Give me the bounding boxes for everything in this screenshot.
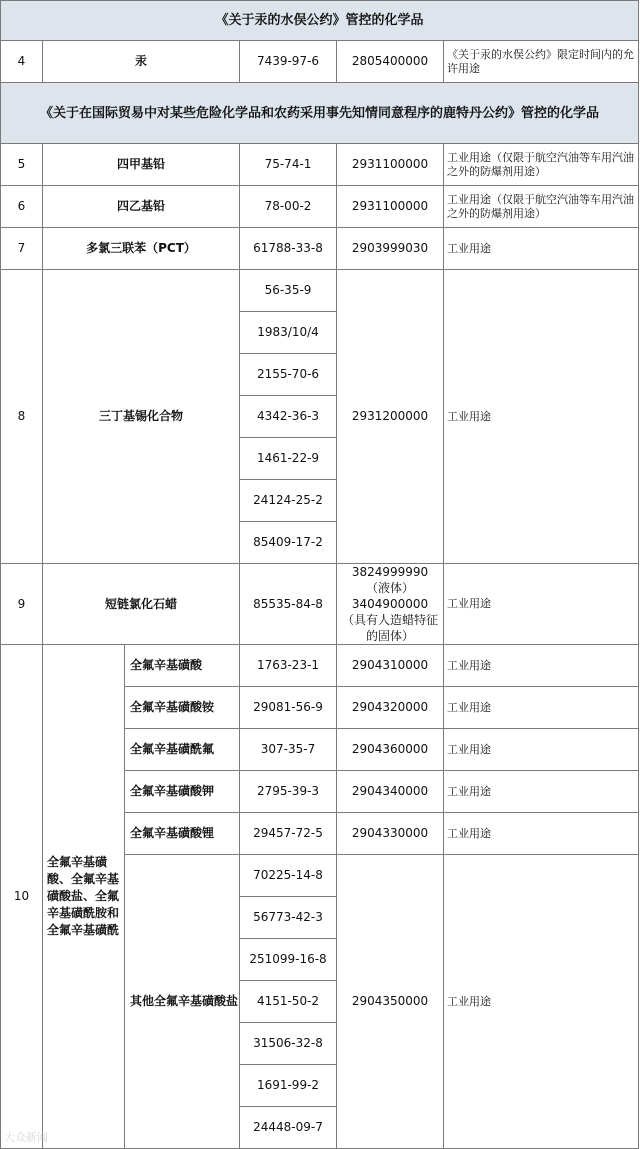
chemical-name: 全氟辛基磺酰氟 <box>125 729 240 771</box>
permitted-use: 工业用途（仅限于航空汽油等车用汽油之外的防爆剂用途） <box>444 144 639 186</box>
cas-number: 61788-33-8 <box>240 228 337 270</box>
row-number: 4 <box>1 41 43 83</box>
permitted-use: 工业用途 <box>444 855 639 1149</box>
row-number: 7 <box>1 228 43 270</box>
hs-code: 2931200000 <box>337 270 444 564</box>
table-row <box>1 144 639 186</box>
cas-number: 85535-84-8 <box>240 564 337 645</box>
hs-code: 2904310000 <box>337 645 444 687</box>
chemical-name: 四甲基铅 <box>43 144 240 186</box>
chemical-name: 四乙基铅 <box>43 186 240 228</box>
permitted-use: 《关于汞的水俣公约》限定时间内的允许用途 <box>444 41 639 83</box>
cas-number: 4342-36-3 <box>240 396 337 438</box>
cas-number: 1461-22-9 <box>240 438 337 480</box>
cas-number: 31506-32-8 <box>240 1023 337 1065</box>
permitted-use: 工业用途 <box>444 228 639 270</box>
permitted-use: 工业用途 <box>444 687 639 729</box>
watermark: 大众新闻 <box>4 1131 48 1144</box>
row-number: 9 <box>1 564 43 645</box>
table-row <box>1 228 639 270</box>
cas-number: 307-35-7 <box>240 729 337 771</box>
cas-number: 70225-14-8 <box>240 855 337 897</box>
row-number: 6 <box>1 186 43 228</box>
chemical-name: 多氯三联苯（PCT） <box>43 228 240 270</box>
chemical-name: 短链氯化石蜡 <box>43 564 240 645</box>
permitted-use: 工业用途 <box>444 771 639 813</box>
hs-code: 2904320000 <box>337 687 444 729</box>
permitted-use: 工业用途 <box>444 564 639 645</box>
chemical-group-name: 全氟辛基磺酸、全氟辛基磺酸盐、全氟辛基磺酰胺和全氟辛基磺酰 <box>43 645 125 1149</box>
cas-number: 78-00-2 <box>240 186 337 228</box>
table-row <box>1 270 639 312</box>
section-title-minamata: 《关于汞的水俣公约》管控的化学品 <box>1 1 639 41</box>
section-title-rotterdam: 《关于在国际贸易中对某些危险化学品和农药采用事先知情同意程序的鹿特丹公约》管控的化学品 <box>1 83 639 144</box>
permitted-use: 工业用途 <box>444 645 639 687</box>
hs-code: 2931100000 <box>337 144 444 186</box>
cas-number: 24448-09-7 <box>240 1107 337 1149</box>
row-number: 5 <box>1 144 43 186</box>
cas-number: 4151-50-2 <box>240 981 337 1023</box>
permitted-use: 工业用途 <box>444 270 639 564</box>
section-header-rotterdam <box>1 83 639 144</box>
cas-number: 56-35-9 <box>240 270 337 312</box>
table-row <box>1 645 639 687</box>
table-row <box>1 564 639 645</box>
hs-code: 2904360000 <box>337 729 444 771</box>
cas-number: 1763-23-1 <box>240 645 337 687</box>
section-header-minamata <box>1 1 639 41</box>
chemical-name: 全氟辛基磺酸锂 <box>125 813 240 855</box>
hs-code: 2903999030 <box>337 228 444 270</box>
chemical-name: 全氟辛基磺酸钾 <box>125 771 240 813</box>
chemical-name: 其他全氟辛基磺酸盐 <box>125 855 240 1149</box>
cas-number: 2155-70-6 <box>240 354 337 396</box>
cas-number: 24124-25-2 <box>240 480 337 522</box>
hs-code: 2805400000 <box>337 41 444 83</box>
cas-number: 1983/10/4 <box>240 312 337 354</box>
cas-number: 1691-99-2 <box>240 1065 337 1107</box>
cas-number: 29457-72-5 <box>240 813 337 855</box>
row-number: 10 <box>1 645 43 1149</box>
cas-number: 56773-42-3 <box>240 897 337 939</box>
hs-code: 2904330000 <box>337 813 444 855</box>
hs-code: 2904350000 <box>337 855 444 1149</box>
cas-number: 29081-56-9 <box>240 687 337 729</box>
cas-number: 2795-39-3 <box>240 771 337 813</box>
cas-number: 251099-16-8 <box>240 939 337 981</box>
permitted-use: 工业用途（仅限于航空汽油等车用汽油之外的防爆剂用途） <box>444 186 639 228</box>
table-row <box>1 186 639 228</box>
permitted-use: 工业用途 <box>444 813 639 855</box>
hs-code: 2931100000 <box>337 186 444 228</box>
cas-number: 85409-17-2 <box>240 522 337 564</box>
row-number: 8 <box>1 270 43 564</box>
chemical-name: 汞 <box>43 41 240 83</box>
cas-number: 75-74-1 <box>240 144 337 186</box>
chemical-name: 三丁基锡化合物 <box>43 270 240 564</box>
hs-code: 2904340000 <box>337 771 444 813</box>
permitted-use: 工业用途 <box>444 729 639 771</box>
table-row <box>1 41 639 83</box>
chemical-name: 全氟辛基磺酸 <box>125 645 240 687</box>
cas-number: 7439-97-6 <box>240 41 337 83</box>
chemical-name: 全氟辛基磺酸铵 <box>125 687 240 729</box>
hs-code: 3824999990（液体）3404900000（具有人造蜡特征的固体） <box>337 564 444 645</box>
